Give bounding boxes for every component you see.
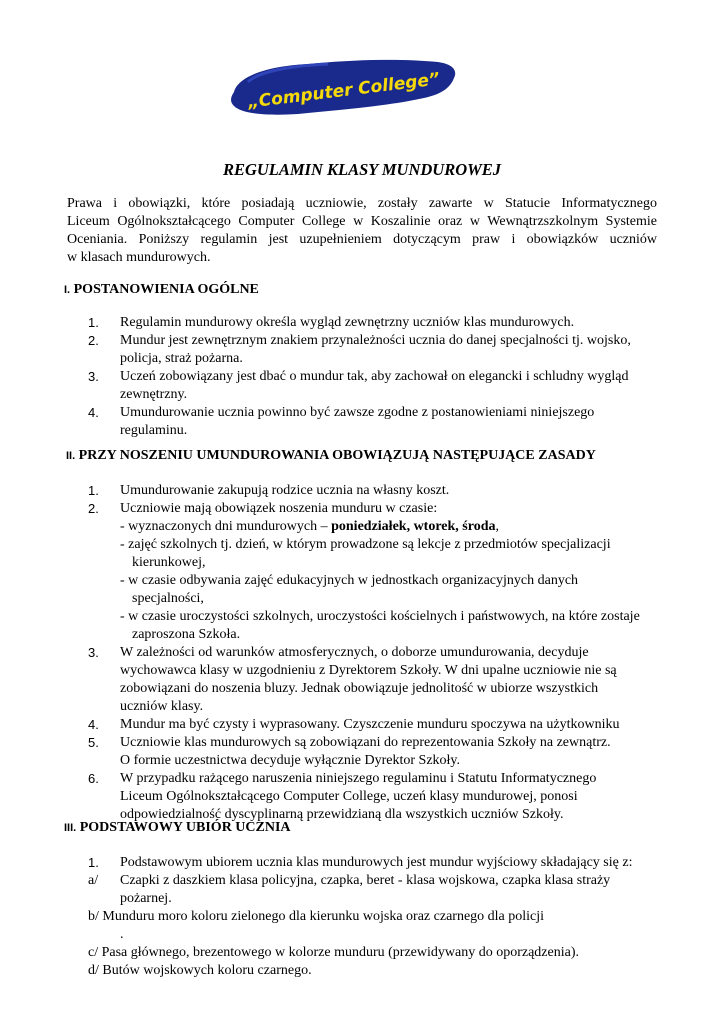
list-item bbox=[88, 962, 658, 980]
list-item bbox=[88, 770, 658, 824]
item-number: 3. bbox=[88, 369, 99, 384]
item-text: Butów wojskowych koloru czarnego. bbox=[102, 963, 312, 978]
document-title: REGULAMIN KLASY MUNDUROWEJ bbox=[222, 160, 502, 179]
section-2-heading bbox=[66, 448, 596, 464]
item-text: pożarnej. bbox=[120, 891, 172, 906]
list-item bbox=[88, 872, 658, 908]
item-text: Pasa głównego, brezentowego w kolorze munduru (przewidywany do oporządzenia). bbox=[101, 945, 580, 960]
list-item bbox=[88, 854, 658, 872]
item-text: Uczniowie mają obowiązek noszenia munduru w czasie: bbox=[120, 501, 438, 516]
sub-item-text: - w czasie uroczystości szkolnych, uroczystości kościelnych i państwowych, na które zostaje bbox=[120, 609, 640, 624]
computer-college-logo bbox=[228, 58, 460, 118]
item-text: regulaminu. bbox=[120, 423, 188, 438]
sub-item-text: - zajęć szkolnych tj. dzień, w którym prowadzone są lekcje z przedmiotów specjalizacji bbox=[120, 537, 611, 552]
sub-item bbox=[120, 536, 658, 572]
intro-line: Liceum Ogólnokształcącego Computer College w Koszalinie oraz w Wewnątrzszkolnym Systemie bbox=[67, 214, 657, 229]
item-number: 2. bbox=[88, 333, 99, 348]
list-item bbox=[88, 734, 658, 770]
item-letter: b/ bbox=[88, 909, 99, 924]
section-title: POSTANOWIENIA OGÓLNE bbox=[73, 282, 259, 297]
sub-item-text: , bbox=[495, 519, 499, 534]
item-text: Regulamin mundurowy określa wygląd zewnętrzny uczniów klas mundurowych. bbox=[120, 315, 575, 330]
section-1-list bbox=[88, 314, 658, 440]
item-number: 1. bbox=[88, 315, 99, 330]
section-title: PODSTAWOWY UBIÓR UCZNIA bbox=[79, 820, 291, 835]
item-text: Mundur ma być czysty i wyprasowany. Czyszczenie munduru spoczywa na użytkowniku bbox=[120, 717, 620, 732]
section-2-list bbox=[88, 482, 658, 824]
section-title: PRZY NOSZENIU UMUNDUROWANIA OBOWIĄZUJĄ NASTĘPUJĄCE ZASADY bbox=[78, 448, 596, 463]
list-item bbox=[88, 404, 658, 440]
item-text: Mundur jest zewnętrznym znakiem przynależności ucznia do danej specjalności tj. wojsko, bbox=[120, 333, 631, 348]
item-number: 1. bbox=[88, 855, 99, 870]
list-item bbox=[88, 368, 658, 404]
sub-item-text: zaproszona Szkoła. bbox=[132, 627, 241, 642]
item-letter: d/ bbox=[88, 963, 99, 978]
sub-item bbox=[120, 518, 658, 536]
item-letter: c/ bbox=[88, 945, 99, 960]
section-number: III. bbox=[64, 822, 77, 834]
list-item bbox=[88, 500, 658, 644]
section-3-heading bbox=[64, 820, 291, 836]
list-item bbox=[88, 482, 658, 500]
section-number: II. bbox=[66, 450, 76, 462]
item-text: Uczniowie klas mundurowych są zobowiązani do reprezentowania Szkoły na zewnątrz. bbox=[120, 735, 611, 750]
item-text: policja, straż pożarna. bbox=[120, 351, 243, 366]
item-text: uczniów klasy. bbox=[120, 699, 204, 714]
item-text: W zależności od warunków atmosferycznych, o doborze umundurowania, decyduje bbox=[120, 645, 589, 660]
sub-item bbox=[120, 608, 658, 644]
item-text: Umundurowanie ucznia powinno być zawsze zgodne z postanowieniami niniejszego bbox=[120, 405, 595, 420]
sub-item-text: - wyznaczonych dni mundurowych – bbox=[120, 519, 332, 534]
item-number: 4. bbox=[88, 405, 99, 420]
list-item bbox=[88, 944, 658, 962]
list-item bbox=[88, 908, 658, 944]
item-number: 1. bbox=[88, 483, 99, 498]
item-text: W przypadku rażącego naruszenia niniejszego regulaminu i Statutu Informatycznego bbox=[120, 771, 597, 786]
item-number: 2. bbox=[88, 501, 99, 516]
sub-item-text: - w czasie odbywania zajęć edukacyjnych w jednostkach organizacyjnych danych bbox=[120, 573, 579, 588]
list-item bbox=[88, 314, 658, 332]
intro-line: Prawa i obowiązki, które posiadają uczniowie, zostały zawarte w Statucie Informatycznego bbox=[67, 196, 657, 211]
logo-text: „Computer College” bbox=[246, 69, 441, 113]
item-text: Podstawowym ubiorem ucznia klas mundurowych jest mundur wyjściowy składający się z: bbox=[120, 855, 633, 870]
intro-paragraph bbox=[67, 195, 657, 267]
intro-line: w klasach mundurowych. bbox=[67, 250, 211, 265]
sub-item-text: specjalności, bbox=[132, 591, 204, 606]
item-text: Umundurowanie zakupują rodzice ucznia na własny koszt. bbox=[120, 483, 450, 498]
item-number: 6. bbox=[88, 771, 99, 786]
list-item bbox=[88, 332, 658, 368]
uniform-days: poniedziałek, wtorek, środa bbox=[331, 519, 496, 534]
item-text: . bbox=[120, 927, 124, 942]
section-3-list bbox=[88, 854, 658, 980]
item-number: 4. bbox=[88, 717, 99, 732]
item-text: zewnętrzny. bbox=[120, 387, 188, 402]
item-letter: a/ bbox=[88, 873, 99, 888]
section-number: I. bbox=[64, 284, 71, 296]
item-number: 5. bbox=[88, 735, 99, 750]
sub-item bbox=[120, 572, 658, 608]
sub-item-text: kierunkowej, bbox=[132, 555, 206, 570]
list-item bbox=[88, 716, 658, 734]
item-text: O formie uczestnictwa decyduje wyłącznie Dyrektor Szkoły. bbox=[120, 753, 461, 768]
item-text: Uczeń zobowiązany jest dbać o mundur tak, aby zachował on elegancki i schludny wygląd bbox=[120, 369, 629, 384]
item-text: zobowiązani do noszenia bluzy. Jednak obowiązuje jednolitość w ubiorze wszystkich bbox=[120, 681, 599, 696]
item-text: wychowawca klasy w uzgodnieniu z Dyrektorem Szkoły. W dni upalne uczniowie nie są bbox=[120, 663, 617, 678]
item-text: Munduru moro koloru zielonego dla kierunku wojska oraz czarnego dla policji bbox=[102, 909, 545, 924]
section-1-heading bbox=[64, 282, 259, 298]
item-text: Liceum Ogólnokształcącego Computer College, uczeń klasy mundurowej, ponosi bbox=[120, 789, 578, 804]
intro-line: Oceniania. Poniższy regulamin jest uzupełnieniem dotyczącym praw i obowiązków uczniów bbox=[67, 232, 657, 247]
item-text: odpowiedzialność dyscyplinarną przewidzianą dla wszystkich uczniów Szkoły. bbox=[120, 807, 564, 822]
list-item bbox=[88, 644, 658, 716]
item-number: 3. bbox=[88, 645, 99, 660]
item-text: Czapki z daszkiem klasa policyjna, czapka, beret - klasa wojskowa, czapka klasa straży bbox=[120, 873, 611, 888]
